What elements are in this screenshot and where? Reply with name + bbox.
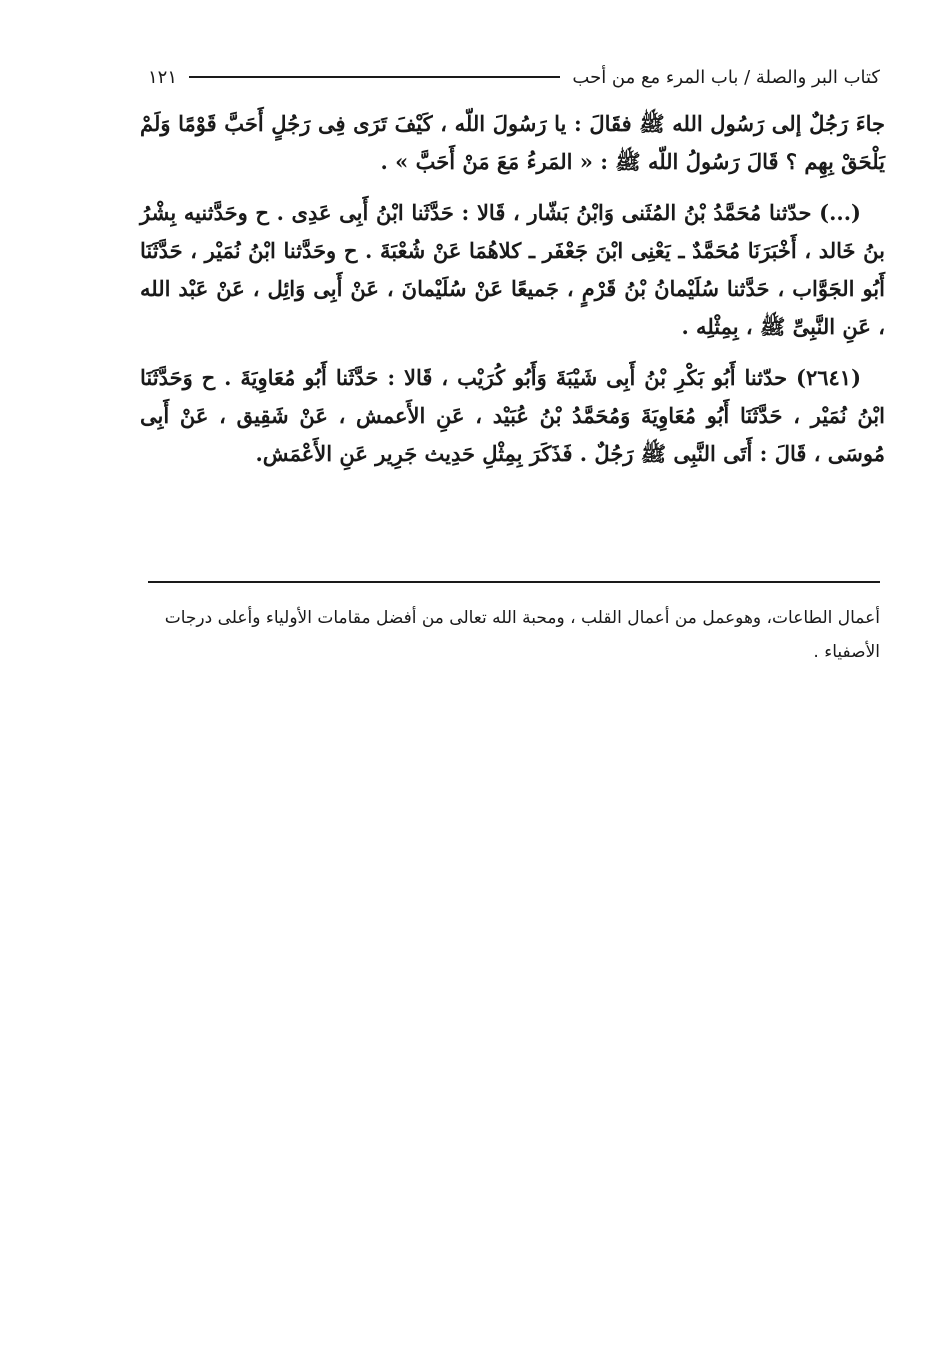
paragraph-hadith-chain: (...) حدّثنا مُحَمَّدُ بْنُ المُثَنى وَابْنُ بَشّار ، قَالا : حَدَّثَنا ابْنُ أَبِى عَدِى . ح وحَدَّثنيه بِشْرُ بنُ خَالد ، أَخْبَرَنَا مُحَمَّدٌ ـ يَعْنِى ابْنَ جَعْفَر ـ كلاهُمَا عَنْ شُعْبَةَ . ح وحَدَّثنا ابْنُ نُمَيْر ، حَدَّثَنَا أَبُو الجَوَّاب ، حَدَّثنا سُلَيْمانُ بْنُ قَرْمٍ ، جَميعًا عَنْ سُلَيْمانَ ، عَنْ أَبِى وَائِل ، عَنْ عَبْد الله ، عَنِ النَّبِىِّ ﷺ ، بِمِثْلِه . [140,200,885,339]
header-rule [189,76,560,78]
paragraph-hadith-continuation: جاءَ رَجُلٌ إلى رَسُول الله ﷺ فقَالَ : يا رَسُولَ اللّه ، كَيْفَ تَرَى فِى رَجُلٍ أَحَبَّ قَوْمًا وَلَمْ يَلْحَقْ بِهِم ؟ قَالَ رَسُولُ اللّه ﷺ : « المَرءُ مَعَ مَنْ أَحَبَّ » . [140,111,885,174]
running-title: كتاب البر والصلة / باب المرء مع من أحب [572,66,880,88]
main-text [140,105,885,486]
page-number: ١٢١ [148,66,178,88]
paragraph-hadith-2641: (٢٦٤١) حدّثنا أَبُو بَكْرِ بْنُ أَبِى شَيْبَةَ وَأَبُو كُرَيْب ، قَالا : حَدَّثَنا أَبُو مُعَاوِيَةَ . ح وَحَدَّثَنَا ابْنُ نُمَيْر ، حَدَّثَنَا أَبُو مُعَاوِيَةَ وَمُحَمَّدُ بْنُ عُبَيْد ، عَنِ الأَعمش ، عَنْ شَقِيق ، عَنْ أَبِى مُوسَى ، قَالَ : أَتَى النَّبِى ﷺ رَجُلٌ . فَذَكَرَ بِمِثْلِ حَدِيث جَرِير عَنِ الأَعْمَش. [140,365,885,466]
footnote-divider [148,581,880,583]
footnote: أعمال الطاعات، وهوعمل من أعمال القلب ، ومحبة الله تعالى من أفضل مقامات الأولياء وأعلى درجات الأصفياء . [164,608,880,662]
running-header [148,62,880,92]
